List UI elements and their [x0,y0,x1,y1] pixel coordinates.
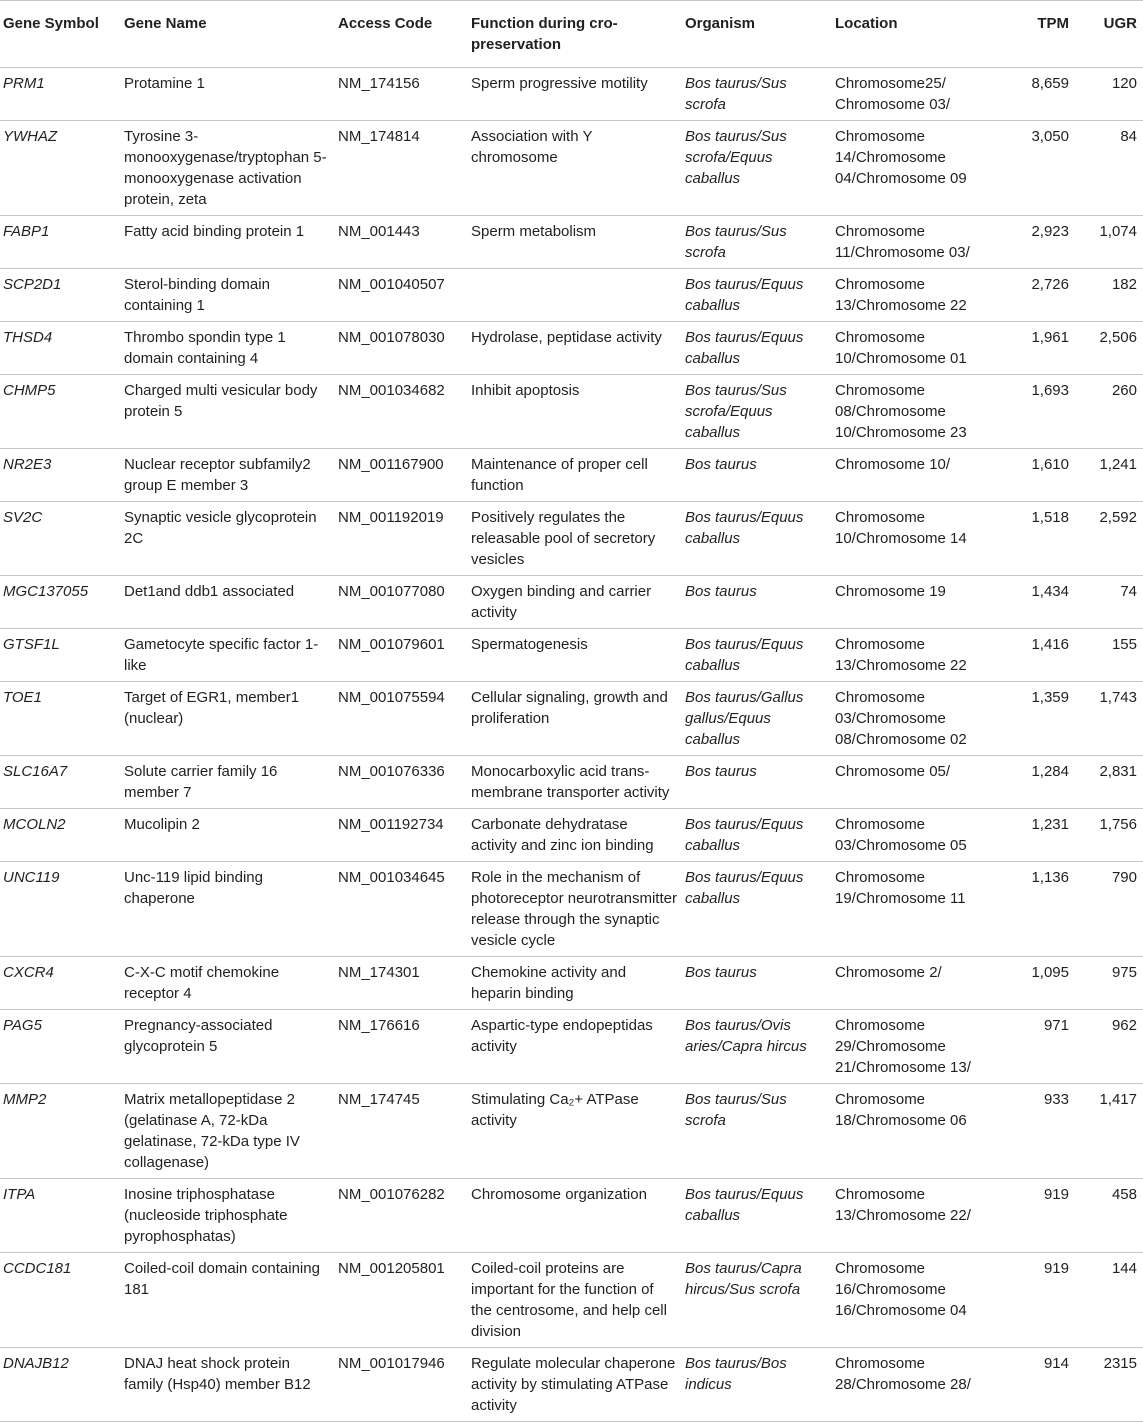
cell-location: Chromosome 10/Chromosome 01 [831,322,1001,375]
header-ugr: UGR [1073,1,1143,68]
cell-gene-name: Protamine 1 [120,68,334,121]
cell-organism: Bos taurus/Sus scrofa [681,216,831,269]
cell-ugr: 975 [1073,957,1143,1010]
table-row [0,216,1143,269]
table-row [0,1084,1143,1179]
cell-tpm: 1,961 [1001,322,1073,375]
cell-function: Hydrolase, peptidase activity [467,322,681,375]
cell-function: Inhibit apoptosis [467,375,681,449]
cell-organism: Bos taurus/Equus caballus [681,809,831,862]
cell-organism: Bos taurus/Capra hircus/Sus scrofa [681,1253,831,1348]
cell-access-code: NM_001192019 [334,502,467,576]
cell-gene-name: Nuclear receptor subfamily2 group E member 3 [120,449,334,502]
cell-gene-symbol: FABP1 [0,216,120,269]
cell-organism: Bos taurus/Equus caballus [681,629,831,682]
cell-tpm: 1,416 [1001,629,1073,682]
cell-function: Coiled-coil proteins are important for the function of the centrosome, and help cell division [467,1253,681,1348]
cell-organism: Bos taurus/Bos indicus [681,1348,831,1422]
cell-function: Role in the mechanism of photoreceptor neurotransmitter release through the synaptic vesicle cycle [467,862,681,957]
cell-tpm: 933 [1001,1084,1073,1179]
table-row [0,1179,1143,1253]
cell-access-code: NM_001076336 [334,756,467,809]
cell-gene-name: Coiled-coil domain containing 181 [120,1253,334,1348]
header-gene-name: Gene Name [120,1,334,68]
cell-tpm: 1,095 [1001,957,1073,1010]
cell-function: Regulate molecular chaperone activity by stimulating ATPase activity [467,1348,681,1422]
cell-access-code: NM_001077080 [334,576,467,629]
cell-location: Chromosome 10/ [831,449,1001,502]
cell-access-code: NM_001017946 [334,1348,467,1422]
cell-access-code: NM_001078030 [334,322,467,375]
cell-location: Chromosome25/ Chromosome 03/ [831,68,1001,121]
cell-location: Chromosome 13/Chromosome 22 [831,269,1001,322]
cell-access-code: NM_001205801 [334,1253,467,1348]
cell-gene-name: C-X-C motif chemokine receptor 4 [120,957,334,1010]
cell-ugr: 2,592 [1073,502,1143,576]
cell-gene-name: Solute carrier family 16 member 7 [120,756,334,809]
table-row [0,629,1143,682]
table-row [0,1010,1143,1084]
cell-location: Chromosome 13/Chromosome 22 [831,629,1001,682]
cell-tpm: 1,610 [1001,449,1073,502]
cell-ugr: 120 [1073,68,1143,121]
cell-location: Chromosome 16/Chromosome 16/Chromosome 04 [831,1253,1001,1348]
header-row [0,1,1143,68]
cell-ugr: 1,756 [1073,809,1143,862]
cell-ugr: 962 [1073,1010,1143,1084]
cell-tpm: 3,050 [1001,121,1073,216]
cell-access-code: NM_001079601 [334,629,467,682]
table-body [0,68,1143,1422]
cell-access-code: NM_174156 [334,68,467,121]
cell-access-code: NM_001075594 [334,682,467,756]
cell-function: Positively regulates the releasable pool of secretory vesicles [467,502,681,576]
cell-organism: Bos taurus/Equus caballus [681,862,831,957]
table-row [0,1253,1143,1348]
cell-ugr: 84 [1073,121,1143,216]
cell-tpm: 2,726 [1001,269,1073,322]
cell-organism: Bos taurus [681,449,831,502]
cell-location: Chromosome 18/Chromosome 06 [831,1084,1001,1179]
cell-ugr: 458 [1073,1179,1143,1253]
cell-function: Monocarboxylic acid trans-membrane transporter activity [467,756,681,809]
cell-location: Chromosome 11/Chromosome 03/ [831,216,1001,269]
cell-ugr: 1,743 [1073,682,1143,756]
cell-access-code: NM_001443 [334,216,467,269]
cell-tpm: 1,693 [1001,375,1073,449]
cell-gene-symbol: YWHAZ [0,121,120,216]
cell-location: Chromosome 13/Chromosome 22/ [831,1179,1001,1253]
cell-location: Chromosome 08/Chromosome 10/Chromosome 23 [831,375,1001,449]
header-gene-symbol: Gene Symbol [0,1,120,68]
table-row [0,957,1143,1010]
cell-function: Stimulating Ca₂+ ATPase activity [467,1084,681,1179]
cell-gene-symbol: CHMP5 [0,375,120,449]
table-row [0,756,1143,809]
cell-organism: Bos taurus/Equus caballus [681,322,831,375]
table-row [0,1348,1143,1422]
cell-ugr: 155 [1073,629,1143,682]
cell-access-code: NM_001167900 [334,449,467,502]
header-organism: Organism [681,1,831,68]
cell-function: Association with Y chromosome [467,121,681,216]
cell-gene-symbol: MMP2 [0,1084,120,1179]
table-row [0,502,1143,576]
table-row [0,682,1143,756]
cell-location: Chromosome 19/Chromosome 11 [831,862,1001,957]
cell-gene-name: Target of EGR1, member1 (nuclear) [120,682,334,756]
cell-function: Maintenance of proper cell function [467,449,681,502]
cell-gene-symbol: THSD4 [0,322,120,375]
cell-gene-name: Gametocyte specific factor 1-like [120,629,334,682]
cell-access-code: NM_174745 [334,1084,467,1179]
cell-ugr: 74 [1073,576,1143,629]
cell-gene-symbol: MCOLN2 [0,809,120,862]
cell-organism: Bos taurus [681,576,831,629]
cell-gene-name: Unc-119 lipid binding chaperone [120,862,334,957]
table-row [0,68,1143,121]
cell-gene-symbol: SCP2D1 [0,269,120,322]
cell-tpm: 1,359 [1001,682,1073,756]
cell-ugr: 2315 [1073,1348,1143,1422]
cell-ugr: 2,831 [1073,756,1143,809]
header-tpm: TPM [1001,1,1073,68]
cell-gene-symbol: ITPA [0,1179,120,1253]
cell-location: Chromosome 19 [831,576,1001,629]
cell-gene-symbol: TOE1 [0,682,120,756]
cell-gene-name: Inosine triphosphatase (nucleoside triphosphate pyrophosphatas) [120,1179,334,1253]
table-row [0,375,1143,449]
cell-gene-symbol: GTSF1L [0,629,120,682]
cell-tpm: 2,923 [1001,216,1073,269]
table-row [0,322,1143,375]
cell-ugr: 1,074 [1073,216,1143,269]
cell-gene-name: Tyrosine 3-monooxygenase/tryptophan 5-monooxygenase activation protein, zeta [120,121,334,216]
cell-organism: Bos taurus/Sus scrofa/Equus caballus [681,375,831,449]
cell-organism: Bos taurus [681,756,831,809]
cell-access-code: NM_174814 [334,121,467,216]
cell-organism: Bos taurus/Equus caballus [681,1179,831,1253]
table-row [0,449,1143,502]
cell-location: Chromosome 14/Chromosome 04/Chromosome 09 [831,121,1001,216]
cell-tpm: 971 [1001,1010,1073,1084]
cell-function: Spermatogenesis [467,629,681,682]
cell-gene-name: Sterol-binding domain containing 1 [120,269,334,322]
cell-access-code: NM_174301 [334,957,467,1010]
cell-gene-name: DNAJ heat shock protein family (Hsp40) member B12 [120,1348,334,1422]
cell-function: Chemokine activity and heparin binding [467,957,681,1010]
cell-location: Chromosome 2/ [831,957,1001,1010]
cell-gene-symbol: SLC16A7 [0,756,120,809]
cell-gene-symbol: NR2E3 [0,449,120,502]
cell-tpm: 919 [1001,1253,1073,1348]
cell-gene-name: Matrix metallopeptidase 2 (gelatinase A, 72-kDa gelatinase, 72-kDa type IV collagenase) [120,1084,334,1179]
cell-access-code: NM_001034645 [334,862,467,957]
cell-location: Chromosome 03/Chromosome 08/Chromosome 02 [831,682,1001,756]
cell-gene-name: Mucolipin 2 [120,809,334,862]
header-location: Location [831,1,1001,68]
table-row [0,809,1143,862]
cell-tpm: 919 [1001,1179,1073,1253]
cell-organism: Bos taurus/Ovis aries/Capra hircus [681,1010,831,1084]
cell-location: Chromosome 05/ [831,756,1001,809]
cell-ugr: 790 [1073,862,1143,957]
table-row [0,121,1143,216]
cell-tpm: 1,434 [1001,576,1073,629]
cell-function: Aspartic-type endopeptidas activity [467,1010,681,1084]
cell-gene-symbol: DNAJB12 [0,1348,120,1422]
cell-ugr: 260 [1073,375,1143,449]
cell-gene-symbol: PRM1 [0,68,120,121]
cell-access-code: NM_001040507 [334,269,467,322]
cell-organism: Bos taurus/Sus scrofa [681,1084,831,1179]
cell-function: Chromosome organization [467,1179,681,1253]
cell-location: Chromosome 29/Chromosome 21/Chromosome 13/ [831,1010,1001,1084]
cell-access-code: NM_001192734 [334,809,467,862]
cell-tpm: 1,284 [1001,756,1073,809]
cell-gene-symbol: UNC119 [0,862,120,957]
table-row [0,862,1143,957]
cell-organism: Bos taurus/Sus scrofa/Equus caballus [681,121,831,216]
cell-location: Chromosome 10/Chromosome 14 [831,502,1001,576]
cell-gene-symbol: PAG5 [0,1010,120,1084]
table-row [0,269,1143,322]
cell-location: Chromosome 03/Chromosome 05 [831,809,1001,862]
cell-access-code: NM_001076282 [334,1179,467,1253]
cell-access-code: NM_176616 [334,1010,467,1084]
cell-access-code: NM_001034682 [334,375,467,449]
cell-gene-symbol: SV2C [0,502,120,576]
table-row [0,576,1143,629]
cell-function [467,269,681,322]
cell-tpm: 8,659 [1001,68,1073,121]
cell-gene-name: Synaptic vesicle glycoprotein 2C [120,502,334,576]
cell-gene-name: Det1and ddb1 associated [120,576,334,629]
cell-gene-symbol: CCDC181 [0,1253,120,1348]
header-function: Function during cro-preservation [467,1,681,68]
cell-organism: Bos taurus/Equus caballus [681,502,831,576]
cell-function: Cellular signaling, growth and proliferation [467,682,681,756]
cell-function: Carbonate dehydratase activity and zinc ion binding [467,809,681,862]
cell-ugr: 1,417 [1073,1084,1143,1179]
cell-tpm: 1,231 [1001,809,1073,862]
cell-gene-name: Fatty acid binding protein 1 [120,216,334,269]
cell-organism: Bos taurus/Gallus gallus/Equus caballus [681,682,831,756]
cell-location: Chromosome 28/Chromosome 28/ [831,1348,1001,1422]
cell-tpm: 914 [1001,1348,1073,1422]
cell-organism: Bos taurus/Equus caballus [681,269,831,322]
cell-ugr: 2,506 [1073,322,1143,375]
cell-ugr: 182 [1073,269,1143,322]
cell-ugr: 1,241 [1073,449,1143,502]
cell-function: Sperm metabolism [467,216,681,269]
header-access-code: Access Code [334,1,467,68]
cell-function: Sperm progressive motility [467,68,681,121]
cell-function: Oxygen binding and carrier activity [467,576,681,629]
cell-tpm: 1,518 [1001,502,1073,576]
cell-tpm: 1,136 [1001,862,1073,957]
cell-gene-name: Thrombo spondin type 1 domain containing 4 [120,322,334,375]
cell-gene-symbol: MGC137055 [0,576,120,629]
cell-gene-name: Charged multi vesicular body protein 5 [120,375,334,449]
cell-organism: Bos taurus/Sus scrofa [681,68,831,121]
cell-gene-name: Pregnancy-associated glycoprotein 5 [120,1010,334,1084]
cell-ugr: 144 [1073,1253,1143,1348]
table-header [0,1,1143,68]
cell-gene-symbol: CXCR4 [0,957,120,1010]
cell-organism: Bos taurus [681,957,831,1010]
